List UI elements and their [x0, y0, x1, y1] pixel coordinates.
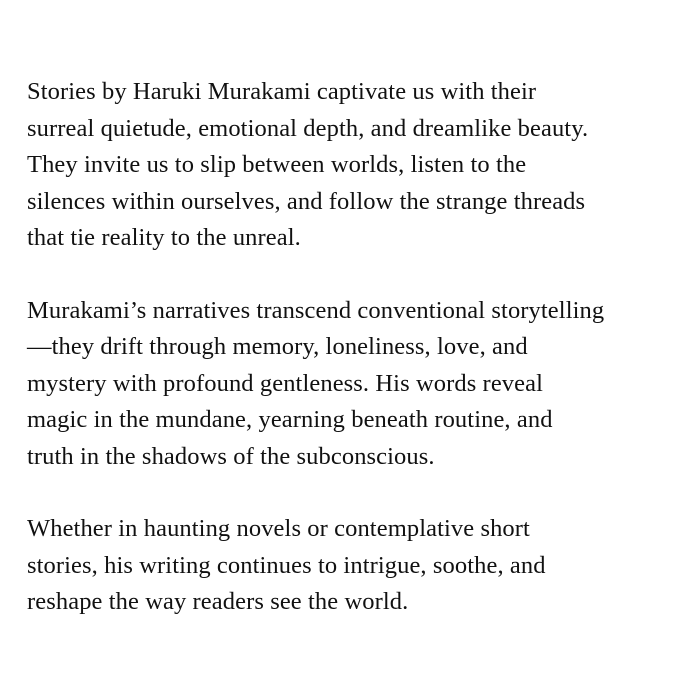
text-line: that tie reality to the unreal. [27, 224, 301, 251]
text-line: Whether in haunting novels or contemplative short [27, 515, 530, 542]
text-line: Murakami’s narratives transcend conventional storytelling [27, 296, 605, 324]
text-line: —they drift through memory, loneliness, love, and [27, 333, 528, 360]
text-line: magic in the mundane, yearning beneath routine, and [27, 406, 553, 433]
text-line: silences within ourselves, and follow the strange threads [27, 187, 586, 215]
document-body [27, 74, 667, 621]
paragraph-narratives [27, 293, 667, 476]
text-line: reshape the way readers see the world. [27, 588, 409, 615]
text-line: truth in the shadows of the subconscious. [27, 442, 435, 470]
text-line: surreal quietude, emotional depth, and dreamlike beauty. [27, 114, 589, 142]
text-line: mystery with profound gentleness. His words reveal [27, 369, 543, 397]
paragraph-intro [27, 74, 667, 257]
text-line: They invite us to slip between worlds, listen to the [27, 151, 527, 178]
paragraph-closing [27, 511, 667, 621]
text-line: Stories by Haruki Murakami captivate us with their [27, 78, 537, 105]
text-line: stories, his writing continues to intrigue, soothe, and [27, 551, 546, 579]
